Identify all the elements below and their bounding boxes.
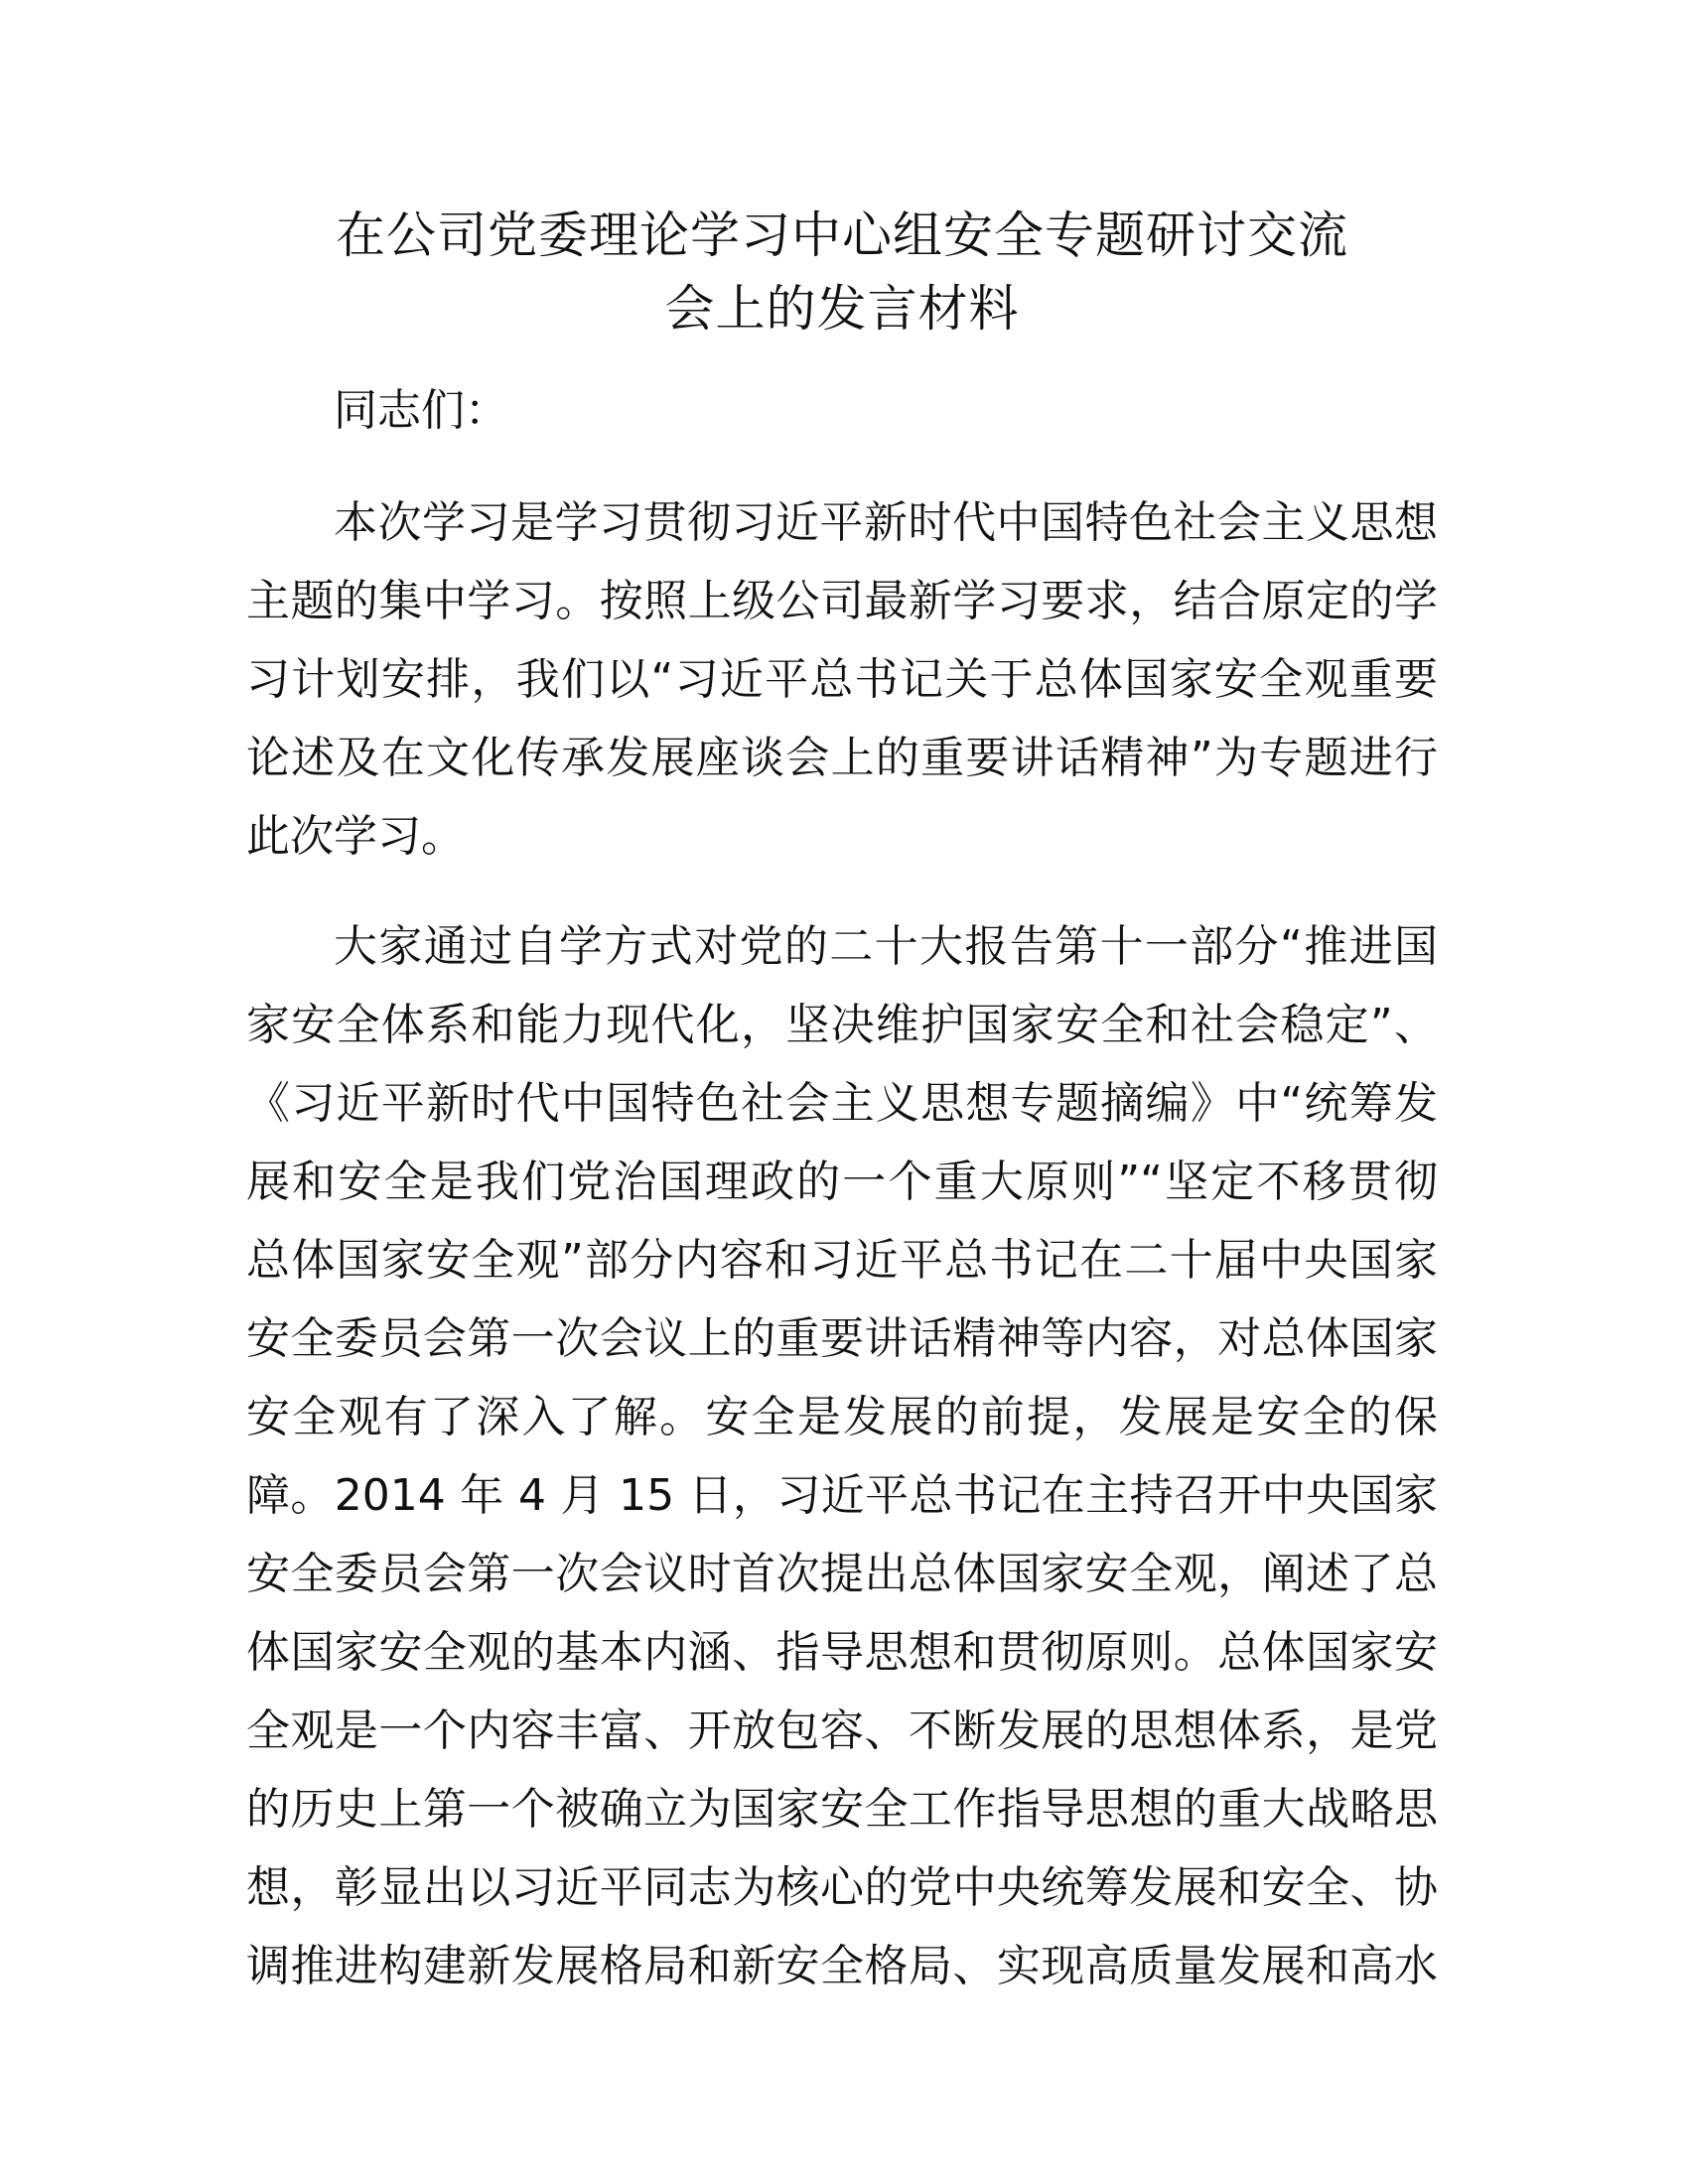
paragraph-1-line: 此次学习。 [246, 811, 465, 862]
paragraph-2-line: 全观是一个内容丰富、开放包容、不断发展的思想体系，是党 [246, 1706, 1438, 1756]
paragraph-2-line: 家安全体系和能力现代化，坚决维护国家安全和社会稳定”、 [246, 1000, 1438, 1050]
paragraph-1-line: 主题的集中学习。按照上级公司最新学习要求，结合原定的学 [246, 576, 1438, 626]
paragraph-2-line: 调推进构建新发展格局和新安全格局、实现高质量发展和高水 [246, 1941, 1438, 1991]
paragraph-2-line: 总体国家安全观”部分内容和习近平总书记在二十届中央国家 [246, 1235, 1438, 1286]
paragraph-2-line: 《习近平新时代中国特色社会主义思想专题摘编》中“统筹发 [246, 1078, 1438, 1129]
paragraph-2-line: 的历史上第一个被确立为国家安全工作指导思想的重大战略思 [246, 1784, 1438, 1835]
title-line-2: 会上的发言材料 [664, 280, 1020, 338]
paragraph-2-line: 安全观有了深入了解。安全是发展的前提，发展是安全的保 [246, 1392, 1438, 1442]
paragraph-2-line: 大家通过自学方式对党的二十大报告第十一部分“推进国 [334, 921, 1438, 972]
paragraph-2-line: 展和安全是我们党治国理政的一个重大原则”“坚定不移贯彻 [246, 1157, 1438, 1207]
paragraph-2-line: 安全委员会第一次会议上的重要讲话精神等内容，对总体国家 [246, 1313, 1438, 1364]
salutation: 同志们： [334, 385, 508, 436]
paragraph-2-line: 安全委员会第一次会议时首次提出总体国家安全观，阐述了总 [246, 1549, 1438, 1599]
paragraph-1-line: 论述及在文化传承发展座谈会上的重要讲话精神”为专题进行 [246, 733, 1438, 783]
paragraph-2-line: 障。2014 年 4 月 15 日，习近平总书记在主持召开中央国家 [246, 1470, 1438, 1521]
paragraph-2-line: 体国家安全观的基本内涵、指导思想和贯彻原则。总体国家安 [246, 1627, 1438, 1678]
paragraph-2 [246, 907, 1438, 2005]
document-title [246, 199, 1438, 345]
document-body [246, 199, 1438, 2037]
title-line-1: 在公司党委理论学习中心组安全专题研讨交流 [336, 206, 1348, 264]
paragraph-1 [246, 483, 1438, 876]
paragraph-1-line: 本次学习是学习贯彻习近平新时代中国特色社会主义思想 [334, 497, 1438, 548]
paragraph-1-line: 习计划安排，我们以“习近平总书记关于总体国家安全观重要 [246, 654, 1438, 705]
paragraph-2-line: 想，彰显出以习近平同志为核心的党中央统筹发展和安全、协 [246, 1862, 1438, 1913]
